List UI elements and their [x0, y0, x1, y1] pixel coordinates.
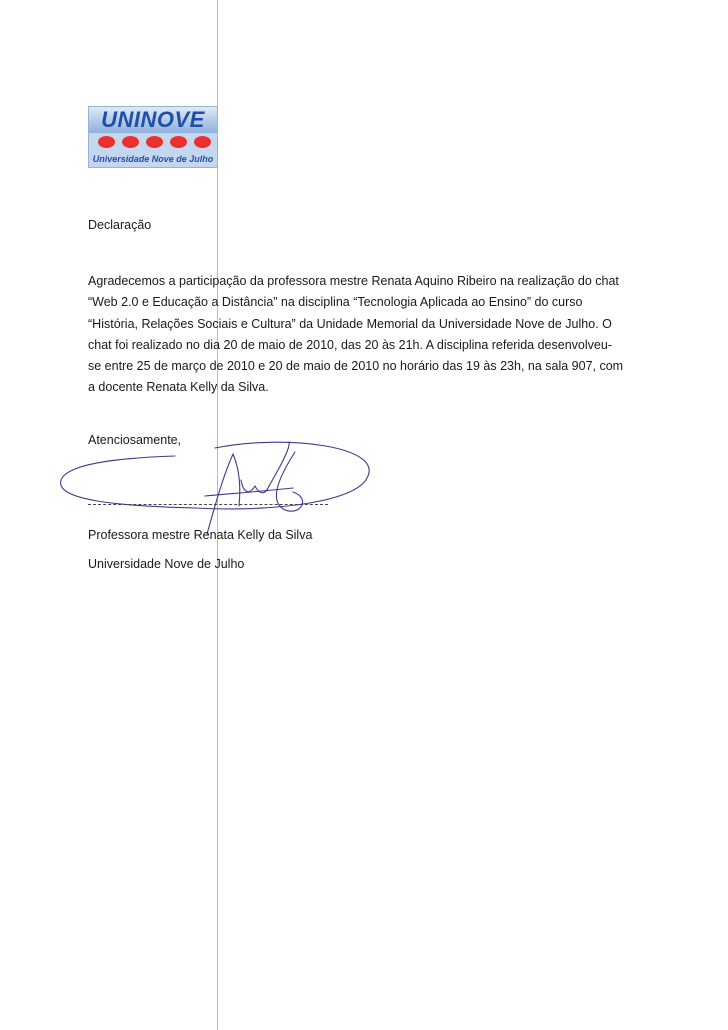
logo-tagline: Universidade Nove de Julho	[89, 151, 217, 167]
signature-stroke	[276, 452, 302, 511]
signature-stroke	[233, 454, 240, 506]
closing-salutation: Atenciosamente,	[88, 433, 182, 447]
paragraph-line: Agradecemos a participação da professora mestre Renata Aquino Ribeiro na realização do chat	[88, 274, 619, 288]
document-heading: Declaração	[88, 218, 152, 232]
logo-dot	[98, 136, 115, 148]
signer-name: Professora mestre Renata Kelly da Silva	[88, 528, 313, 542]
logo-dot	[146, 136, 163, 148]
logo-dot	[194, 136, 211, 148]
logo-dots	[89, 133, 217, 151]
signature-loop	[61, 442, 370, 509]
declaration-paragraph	[88, 271, 628, 399]
institution-name: Universidade Nove de Julho	[88, 557, 245, 571]
uninove-logo	[88, 106, 218, 168]
paragraph-line: “Web 2.0 e Educação a Distância” na disciplina “Tecnologia Aplicada ao Ensino” do curso	[88, 295, 583, 310]
logo-dot	[122, 136, 139, 148]
paragraph-line: “História, Relações Sociais e Cultura” da Unidade Memorial da Universidade Nove de Julho. O	[88, 316, 612, 331]
logo-brand: UNINOVE	[89, 107, 217, 133]
paragraph-line: se entre 25 de março de 2010 e 20 de maio de 2010 no horário das 19 às 23h, na sala 907, com	[88, 359, 624, 374]
signature-stroke	[205, 488, 293, 496]
signature-stroke	[269, 442, 289, 486]
paragraph-line: chat foi realizado no dia 20 de maio de 2010, das 20 às 21h. A disciplina referida desenvolveu-	[88, 337, 612, 352]
paragraph-line: a docente Renata Kelly da Silva.	[88, 380, 269, 395]
logo-dot	[170, 136, 187, 148]
